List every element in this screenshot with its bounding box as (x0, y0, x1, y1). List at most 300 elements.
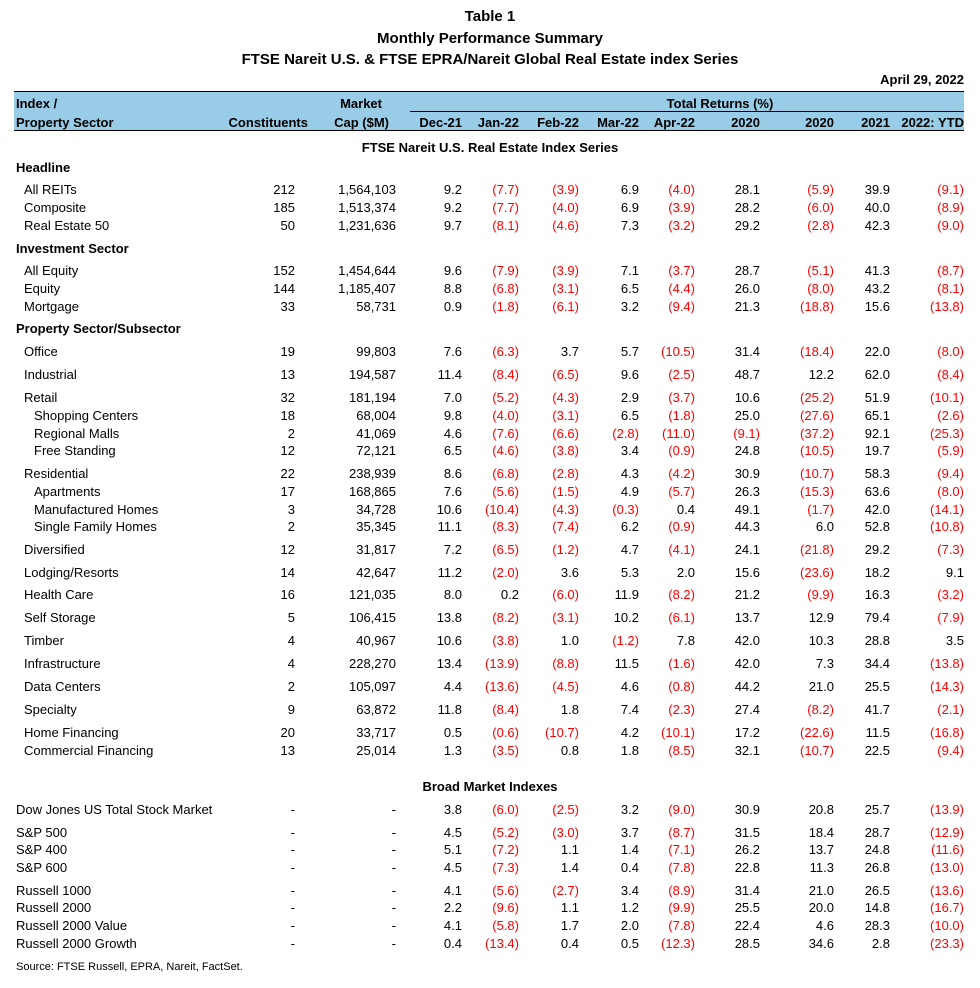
return-cell: 2.8 (871, 936, 890, 951)
return-cell: (7.7) (492, 182, 519, 197)
return-cell: 6.0 (815, 519, 834, 534)
return-cell: 4.1 (443, 883, 462, 898)
return-cell: (8.9) (937, 200, 964, 215)
report-date: April 29, 2022 (880, 72, 964, 87)
return-cell: (12.9) (930, 825, 964, 840)
return-cell: 28.1 (734, 182, 760, 197)
return-cell: 4.5 (443, 825, 462, 840)
table-row (0, 587, 980, 604)
constituents-cell: 20 (280, 725, 295, 740)
return-cell: (2.8) (807, 218, 834, 233)
table-row (0, 918, 980, 935)
row-label: Equity (24, 281, 61, 296)
return-cell: (8.7) (668, 825, 695, 840)
return-cell: 48.7 (734, 367, 760, 382)
return-cell: (2.7) (552, 883, 579, 898)
table-row (0, 182, 980, 199)
return-cell: 9.2 (443, 200, 462, 215)
table-row (0, 390, 980, 407)
return-cell: (8.1) (492, 218, 519, 233)
return-cell: 19.7 (864, 443, 890, 458)
return-cell: 14.8 (864, 900, 890, 915)
constituents-cell: 50 (280, 218, 295, 233)
return-cell: 6.5 (443, 443, 462, 458)
return-cell: 1.2 (620, 900, 639, 915)
return-cell: 30.9 (734, 466, 760, 481)
constituents-cell: - (290, 883, 295, 898)
header-total-returns: Total Returns (%) (666, 96, 774, 111)
table-row (0, 426, 980, 443)
return-cell: (6.8) (492, 466, 519, 481)
return-cell: (18.8) (800, 299, 834, 314)
return-cell: (10.7) (800, 466, 834, 481)
return-cell: 79.4 (864, 610, 890, 625)
constituents-cell: - (290, 918, 295, 933)
return-cell: (8.4) (937, 367, 964, 382)
header-period: 2020 (731, 115, 760, 130)
table-title: Monthly Performance Summary (377, 30, 603, 47)
return-cell: 7.0 (443, 390, 462, 405)
return-cell: (9.9) (807, 587, 834, 602)
row-label: Russell 2000 Value (16, 918, 128, 933)
return-cell: 30.9 (734, 802, 760, 817)
return-cell: 24.1 (734, 542, 760, 557)
return-cell: 11.2 (437, 565, 462, 580)
return-cell: 13.4 (436, 656, 462, 671)
constituents-cell: 18 (280, 408, 295, 423)
table-row (0, 883, 980, 900)
return-cell: 18.2 (864, 565, 890, 580)
return-cell: (9.9) (668, 900, 695, 915)
market-cap-cell: 68,004 (356, 408, 396, 423)
return-cell: 21.2 (734, 587, 760, 602)
return-cell: (3.2) (668, 218, 695, 233)
market-cap-cell: 228,270 (349, 656, 396, 671)
return-cell: 4.6 (620, 679, 639, 694)
row-label: Office (24, 344, 58, 359)
constituents-cell: 4 (287, 633, 295, 648)
return-cell: 1.8 (620, 743, 639, 758)
constituents-cell: 19 (280, 344, 295, 359)
return-cell: 4.5 (443, 860, 462, 875)
return-cell: 31.5 (734, 825, 760, 840)
row-label: Health Care (24, 587, 94, 602)
return-cell: (8.0) (937, 344, 964, 359)
market-cap-cell: 194,587 (349, 367, 396, 382)
return-cell: (10.5) (661, 344, 695, 359)
constituents-cell: - (290, 900, 295, 915)
return-cell: 25.5 (734, 900, 760, 915)
return-cell: 18.4 (808, 825, 834, 840)
return-cell: 7.2 (443, 542, 462, 557)
return-cell: (9.1) (733, 426, 760, 441)
return-cell: (23.3) (930, 936, 964, 951)
return-cell: 9.2 (443, 182, 462, 197)
constituents-cell: - (290, 825, 295, 840)
market-cap-cell: 106,415 (349, 610, 396, 625)
return-cell: 5.7 (620, 344, 639, 359)
row-label: Residential (24, 466, 89, 481)
return-cell: (8.8) (552, 656, 579, 671)
return-cell: (4.2) (668, 466, 695, 481)
market-cap-cell: - (391, 825, 396, 840)
return-cell: (14.1) (930, 502, 964, 517)
return-cell: (3.7) (668, 263, 695, 278)
return-cell: (6.8) (492, 281, 519, 296)
return-cell: (4.5) (552, 679, 579, 694)
table-number: Table 1 (464, 8, 516, 25)
return-cell: (0.6) (492, 725, 519, 740)
table-row (0, 633, 980, 650)
return-cell: (8.5) (668, 743, 695, 758)
return-cell: (3.2) (937, 587, 964, 602)
return-cell: 12.9 (808, 610, 834, 625)
return-cell: 2.2 (443, 900, 462, 915)
return-cell: 2.0 (620, 918, 639, 933)
return-cell: (3.7) (668, 390, 695, 405)
return-cell: (6.0) (552, 587, 579, 602)
return-cell: (11.6) (931, 842, 964, 857)
return-cell: (7.1) (668, 842, 695, 857)
return-cell: (2.0) (492, 565, 519, 580)
return-cell: (8.9) (668, 883, 695, 898)
return-cell: 9.6 (620, 367, 639, 382)
return-cell: (10.4) (485, 502, 519, 517)
return-cell: 10.6 (436, 633, 462, 648)
table-row (0, 367, 980, 384)
return-cell: 26.8 (864, 860, 890, 875)
return-cell: 42.0 (734, 633, 760, 648)
return-cell: (3.1) (552, 408, 579, 423)
return-cell: 4.9 (620, 484, 639, 499)
return-cell: (3.1) (552, 610, 579, 625)
constituents-cell: 33 (280, 299, 295, 314)
row-label: Commercial Financing (24, 743, 154, 758)
return-cell: (13.0) (930, 860, 964, 875)
return-cell: (9.1) (937, 182, 964, 197)
return-cell: 1.3 (443, 743, 462, 758)
market-cap-cell: 1,454,644 (338, 263, 396, 278)
row-label: Specialty (24, 702, 77, 717)
table-row (0, 936, 980, 953)
table-row (0, 519, 980, 536)
return-cell: 28.7 (864, 825, 890, 840)
return-cell: 1.0 (560, 633, 579, 648)
market-cap-cell: 58,731 (356, 299, 396, 314)
return-cell: (6.6) (552, 426, 579, 441)
return-cell: (0.8) (668, 679, 695, 694)
row-label: Dow Jones US Total Stock Market (16, 802, 213, 817)
return-cell: 10.6 (734, 390, 760, 405)
return-cell: 8.0 (443, 587, 462, 602)
constituents-cell: - (290, 860, 295, 875)
market-cap-cell: 25,014 (356, 743, 396, 758)
return-cell: 29.2 (734, 218, 760, 233)
return-cell: 3.6 (560, 565, 579, 580)
return-cell: 10.3 (808, 633, 834, 648)
return-cell: (16.8) (930, 725, 964, 740)
return-cell: 8.8 (443, 281, 462, 296)
return-cell: 26.0 (734, 281, 760, 296)
return-cell: 5.1 (443, 842, 462, 857)
return-cell: (4.6) (552, 218, 579, 233)
return-cell: 11.3 (809, 860, 834, 875)
market-cap-cell: 40,967 (356, 633, 396, 648)
market-cap-cell: 1,513,374 (338, 200, 396, 215)
return-cell: (3.8) (492, 633, 519, 648)
market-cap-cell: 72,121 (356, 443, 396, 458)
return-cell: 58.3 (864, 466, 890, 481)
return-cell: 0.4 (676, 502, 695, 517)
market-cap-cell: - (391, 936, 396, 951)
return-cell: 31.4 (734, 344, 760, 359)
return-cell: (22.6) (800, 725, 834, 740)
header-period: Dec-21 (419, 115, 462, 130)
return-cell: (13.9) (485, 656, 519, 671)
market-cap-cell: 121,035 (349, 587, 396, 602)
return-cell: (9.4) (937, 743, 964, 758)
constituents-cell: 185 (273, 200, 295, 215)
return-cell: (4.3) (552, 390, 579, 405)
constituents-cell: - (290, 936, 295, 951)
return-cell: (2.8) (612, 426, 639, 441)
return-cell: 3.7 (620, 825, 639, 840)
return-cell: (6.1) (552, 299, 579, 314)
return-cell: 3.7 (560, 344, 579, 359)
return-cell: (18.4) (800, 344, 834, 359)
constituents-cell: 3 (287, 502, 295, 517)
return-cell: 25.7 (864, 802, 890, 817)
return-cell: 28.2 (734, 200, 760, 215)
return-cell: (7.9) (937, 610, 964, 625)
return-cell: 40.0 (864, 200, 890, 215)
return-cell: (4.0) (552, 200, 579, 215)
table-row (0, 200, 980, 217)
return-cell: 2.0 (676, 565, 695, 580)
return-cell: 43.2 (864, 281, 890, 296)
return-cell: 52.8 (864, 519, 890, 534)
return-cell: (3.5) (492, 743, 519, 758)
return-cell: 6.9 (620, 182, 639, 197)
table-row (0, 725, 980, 742)
return-cell: 0.5 (443, 725, 462, 740)
return-cell: (5.6) (492, 883, 519, 898)
constituents-cell: 32 (280, 390, 295, 405)
return-cell: (13.8) (930, 299, 964, 314)
return-cell: 4.6 (443, 426, 462, 441)
return-cell: 3.4 (620, 883, 639, 898)
return-cell: 4.3 (620, 466, 639, 481)
header-market-cap: Cap ($M) (334, 115, 389, 130)
return-cell: 51.9 (864, 390, 890, 405)
return-cell: (37.2) (800, 426, 834, 441)
return-cell: (4.6) (492, 443, 519, 458)
return-cell: 20.0 (808, 900, 834, 915)
return-cell: 4.6 (815, 918, 834, 933)
return-cell: 7.4 (620, 702, 639, 717)
market-cap-cell: - (391, 802, 396, 817)
return-cell: (9.0) (937, 218, 964, 233)
constituents-cell: 12 (280, 443, 295, 458)
return-cell: (10.5) (800, 443, 834, 458)
header-period: Apr-22 (653, 115, 695, 130)
return-cell: (5.2) (492, 390, 519, 405)
return-cell: 8.6 (443, 466, 462, 481)
return-cell: 15.6 (864, 299, 890, 314)
return-cell: (2.6) (937, 408, 964, 423)
return-cell: 12.2 (808, 367, 834, 382)
return-cell: 22.8 (734, 860, 760, 875)
return-cell: (6.5) (552, 367, 579, 382)
return-cell: (0.9) (668, 519, 695, 534)
header-period: Mar-22 (597, 115, 639, 130)
market-cap-cell: - (391, 918, 396, 933)
return-cell: (2.3) (668, 702, 695, 717)
table-row (0, 263, 980, 280)
return-cell: (23.6) (800, 565, 834, 580)
return-cell: 22.5 (864, 743, 890, 758)
return-cell: (13.6) (930, 883, 964, 898)
return-cell: 6.5 (620, 408, 639, 423)
return-cell: 1.7 (560, 918, 579, 933)
return-cell: 24.8 (864, 842, 890, 857)
return-cell: 44.3 (734, 519, 760, 534)
constituents-cell: 13 (280, 743, 295, 758)
return-cell: 9.6 (443, 263, 462, 278)
return-cell: (8.2) (492, 610, 519, 625)
table-row (0, 900, 980, 917)
header-period: 2022: YTD (901, 115, 964, 130)
return-cell: (8.7) (937, 263, 964, 278)
return-cell: 15.6 (734, 565, 760, 580)
group-investment-sector: Investment Sector (16, 241, 129, 256)
table-row (0, 443, 980, 460)
source-note: Source: FTSE Russell, EPRA, Nareit, FactSet. (16, 961, 243, 973)
return-cell: (13.9) (930, 802, 964, 817)
return-cell: (5.9) (937, 443, 964, 458)
table-row (0, 218, 980, 235)
return-cell: (6.0) (807, 200, 834, 215)
return-cell: (7.9) (492, 263, 519, 278)
constituents-cell: 144 (273, 281, 295, 296)
table-row (0, 825, 980, 842)
constituents-cell: 13 (280, 367, 295, 382)
row-label: Data Centers (24, 679, 101, 694)
return-cell: (21.8) (800, 542, 834, 557)
return-cell: (11.0) (662, 426, 695, 441)
return-cell: 42.0 (864, 502, 890, 517)
return-cell: (6.3) (492, 344, 519, 359)
row-label: Real Estate 50 (24, 218, 110, 233)
market-cap-cell: 41,069 (356, 426, 396, 441)
return-cell: 13.7 (808, 842, 834, 857)
return-cell: (7.4) (552, 519, 579, 534)
table-row (0, 565, 980, 582)
return-cell: 25.5 (864, 679, 890, 694)
row-label: Infrastructure (24, 656, 101, 671)
table-row (0, 502, 980, 519)
market-cap-cell: 99,803 (356, 344, 396, 359)
return-cell: (1.6) (668, 656, 695, 671)
return-cell: 11.5 (614, 656, 639, 671)
return-cell: 3.2 (620, 802, 639, 817)
return-cell: 2.9 (620, 390, 639, 405)
return-cell: (8.4) (492, 702, 519, 717)
return-cell: 0.4 (443, 936, 462, 951)
return-cell: 24.8 (734, 443, 760, 458)
return-cell: 4.1 (443, 918, 462, 933)
return-cell: 7.1 (620, 263, 639, 278)
return-cell: 11.9 (614, 587, 639, 602)
return-cell: 22.4 (734, 918, 760, 933)
return-cell: (6.1) (668, 610, 695, 625)
return-cell: (4.0) (668, 182, 695, 197)
return-cell: 3.5 (945, 633, 964, 648)
return-cell: 7.6 (443, 344, 462, 359)
header-period: Feb-22 (537, 115, 579, 130)
return-cell: (7.8) (668, 860, 695, 875)
return-cell: 0.5 (620, 936, 639, 951)
return-cell: (13.6) (485, 679, 519, 694)
section-us-title: FTSE Nareit U.S. Real Estate Index Series (361, 140, 619, 155)
table-row (0, 860, 980, 877)
row-label: Russell 1000 (16, 883, 92, 898)
constituents-cell: 2 (287, 679, 295, 694)
row-label: S&P 400 (16, 842, 68, 857)
market-cap-cell: 35,345 (356, 519, 396, 534)
return-cell: (4.0) (492, 408, 519, 423)
market-cap-cell: - (391, 900, 396, 915)
return-cell: 0.4 (620, 860, 639, 875)
row-label: Apartments (34, 484, 101, 499)
row-label: S&P 600 (16, 860, 68, 875)
return-cell: 5.3 (620, 565, 639, 580)
return-cell: (2.1) (937, 702, 964, 717)
constituents-cell: 4 (287, 656, 295, 671)
market-cap-cell: - (391, 860, 396, 875)
return-cell: (10.7) (545, 725, 579, 740)
return-cell: 4.2 (620, 725, 639, 740)
return-cell: (5.2) (492, 825, 519, 840)
return-cell: 28.8 (864, 633, 890, 648)
return-cell: 21.0 (808, 679, 834, 694)
table-row (0, 802, 980, 819)
return-cell: 21.0 (808, 883, 834, 898)
return-cell: 41.3 (864, 263, 890, 278)
row-label: Manufactured Homes (34, 502, 159, 517)
header-constituents: Constituents (228, 115, 308, 130)
constituents-cell: 9 (287, 702, 295, 717)
return-cell: (10.1) (930, 390, 964, 405)
return-cell: 65.1 (864, 408, 890, 423)
return-cell: (6.0) (492, 802, 519, 817)
table-row (0, 466, 980, 483)
row-label: Russell 2000 (16, 900, 92, 915)
return-cell: (8.2) (807, 702, 834, 717)
return-cell: 13.7 (734, 610, 760, 625)
return-cell: 0.4 (560, 936, 579, 951)
row-label: Retail (24, 390, 58, 405)
return-cell: 10.2 (613, 610, 639, 625)
constituents-cell: 152 (273, 263, 295, 278)
return-cell: 6.9 (620, 200, 639, 215)
return-cell: 42.0 (734, 656, 760, 671)
return-cell: (1.5) (552, 484, 579, 499)
return-cell: (7.8) (668, 918, 695, 933)
return-cell: (3.9) (668, 200, 695, 215)
market-cap-cell: 1,231,636 (338, 218, 396, 233)
return-cell: 6.2 (620, 519, 639, 534)
